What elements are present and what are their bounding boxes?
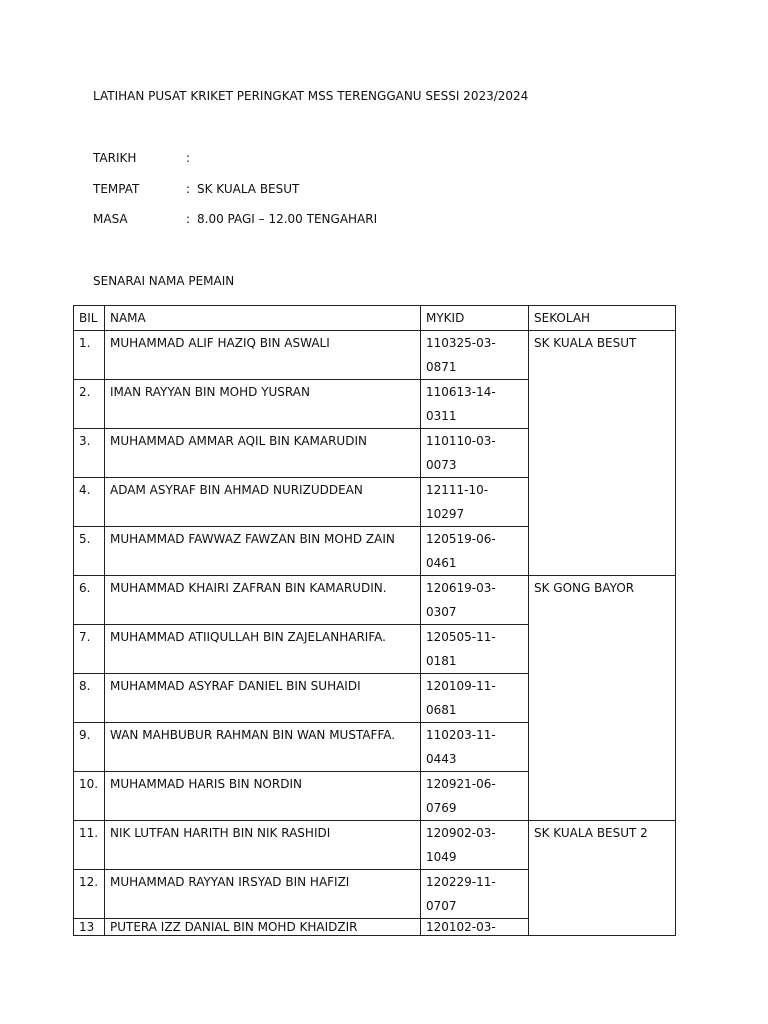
cell-nama: NIK LUTFAN HARITH BIN NIK RASHIDI	[105, 821, 421, 870]
cell-bil: 4.	[74, 478, 105, 527]
cell-nama: MUHAMMAD ALIF HAZIQ BIN ASWALI	[105, 331, 421, 380]
header-sekolah: SEKOLAH	[529, 306, 676, 331]
cell-bil: 8.	[74, 674, 105, 723]
cell-nama: IMAN RAYYAN BIN MOHD YUSRAN	[105, 380, 421, 429]
table-row	[74, 331, 676, 380]
info-label: TARIKH	[93, 151, 137, 165]
cell-nama: WAN MAHBUBUR RAHMAN BIN WAN MUSTAFFA.	[105, 723, 421, 772]
cell-nama: MUHAMMAD KHAIRI ZAFRAN BIN KAMARUDIN.	[105, 576, 421, 625]
header-nama: NAMA	[105, 306, 421, 331]
cell-bil: 5.	[74, 527, 105, 576]
cell-bil	[74, 919, 105, 936]
header-bil: BIL	[74, 306, 105, 331]
info-separator: :	[186, 151, 191, 165]
cell-mykid: 120505-11-0181	[421, 625, 529, 674]
cell-mykid: 12111-10-10297	[421, 478, 529, 527]
cell-nama: MUHAMMAD RAYYAN IRSYAD BIN HAFIZI	[105, 870, 421, 919]
cell-mykid: 120921-06-0769	[421, 772, 529, 821]
cell-nama	[105, 919, 421, 936]
cell-mykid: 110203-11-0443	[421, 723, 529, 772]
info-separator: :	[186, 182, 191, 196]
cell-mykid	[421, 919, 529, 936]
cell-bil: 7.	[74, 625, 105, 674]
cell-mykid: 120902-03-1049	[421, 821, 529, 870]
cell-mykid: 120519-06-0461	[421, 527, 529, 576]
cell-bil: 2.	[74, 380, 105, 429]
cell-sekolah: SK KUALA BESUT	[529, 331, 676, 576]
cell-bil: 12.	[74, 870, 105, 919]
cell-nama-text: PUTERA IZZ DANIAL BIN MOHD KHAIDZIR	[110, 920, 358, 934]
cell-mykid: 110110-03-0073	[421, 429, 529, 478]
cell-nama: MUHAMMAD ATIIQULLAH BIN ZAJELANHARIFA.	[105, 625, 421, 674]
header-mykid: MYKID	[421, 306, 529, 331]
cell-bil: 3.	[74, 429, 105, 478]
cell-bil-text: 13	[79, 920, 95, 934]
cell-nama: MUHAMMAD AMMAR AQIL BIN KAMARUDIN	[105, 429, 421, 478]
cell-nama: MUHAMMAD ASYRAF DANIEL BIN SUHAIDI	[105, 674, 421, 723]
cell-bil: 11.	[74, 821, 105, 870]
cell-sekolah: SK KUALA BESUT 2	[529, 821, 676, 936]
cell-bil: 10.	[74, 772, 105, 821]
cell-mykid: 120229-11-0707	[421, 870, 529, 919]
cell-mykid: 120109-11-0681	[421, 674, 529, 723]
table-row	[74, 576, 676, 625]
cell-bil: 9.	[74, 723, 105, 772]
table-row	[74, 821, 676, 870]
cell-mykid: 110613-14-0311	[421, 380, 529, 429]
info-separator: :	[186, 212, 191, 226]
cell-nama: MUHAMMAD HARIS BIN NORDIN	[105, 772, 421, 821]
info-value: SK KUALA BESUT	[197, 182, 300, 196]
cell-nama: MUHAMMAD FAWWAZ FAWZAN BIN MOHD ZAIN	[105, 527, 421, 576]
info-label: TEMPAT	[93, 182, 140, 196]
cell-mykid: 110325-03-0871	[421, 331, 529, 380]
cell-nama: ADAM ASYRAF BIN AHMAD NURIZUDDEAN	[105, 478, 421, 527]
cell-bil: 1.	[74, 331, 105, 380]
player-table	[73, 305, 676, 936]
info-label: MASA	[93, 212, 128, 226]
cell-mykid: 120619-03-0307	[421, 576, 529, 625]
cell-bil: 6.	[74, 576, 105, 625]
player-list-heading: SENARAI NAMA PEMAIN	[93, 274, 235, 288]
info-value: 8.00 PAGI – 12.00 TENGAHARI	[197, 212, 378, 226]
table-header-row	[74, 306, 676, 331]
cell-sekolah: SK GONG BAYOR	[529, 576, 676, 821]
cell-mykid-text: 120102-03-	[426, 920, 496, 934]
document-title: LATIHAN PUSAT KRIKET PERINGKAT MSS TERENGGANU SESSI 2023/2024	[93, 89, 529, 103]
